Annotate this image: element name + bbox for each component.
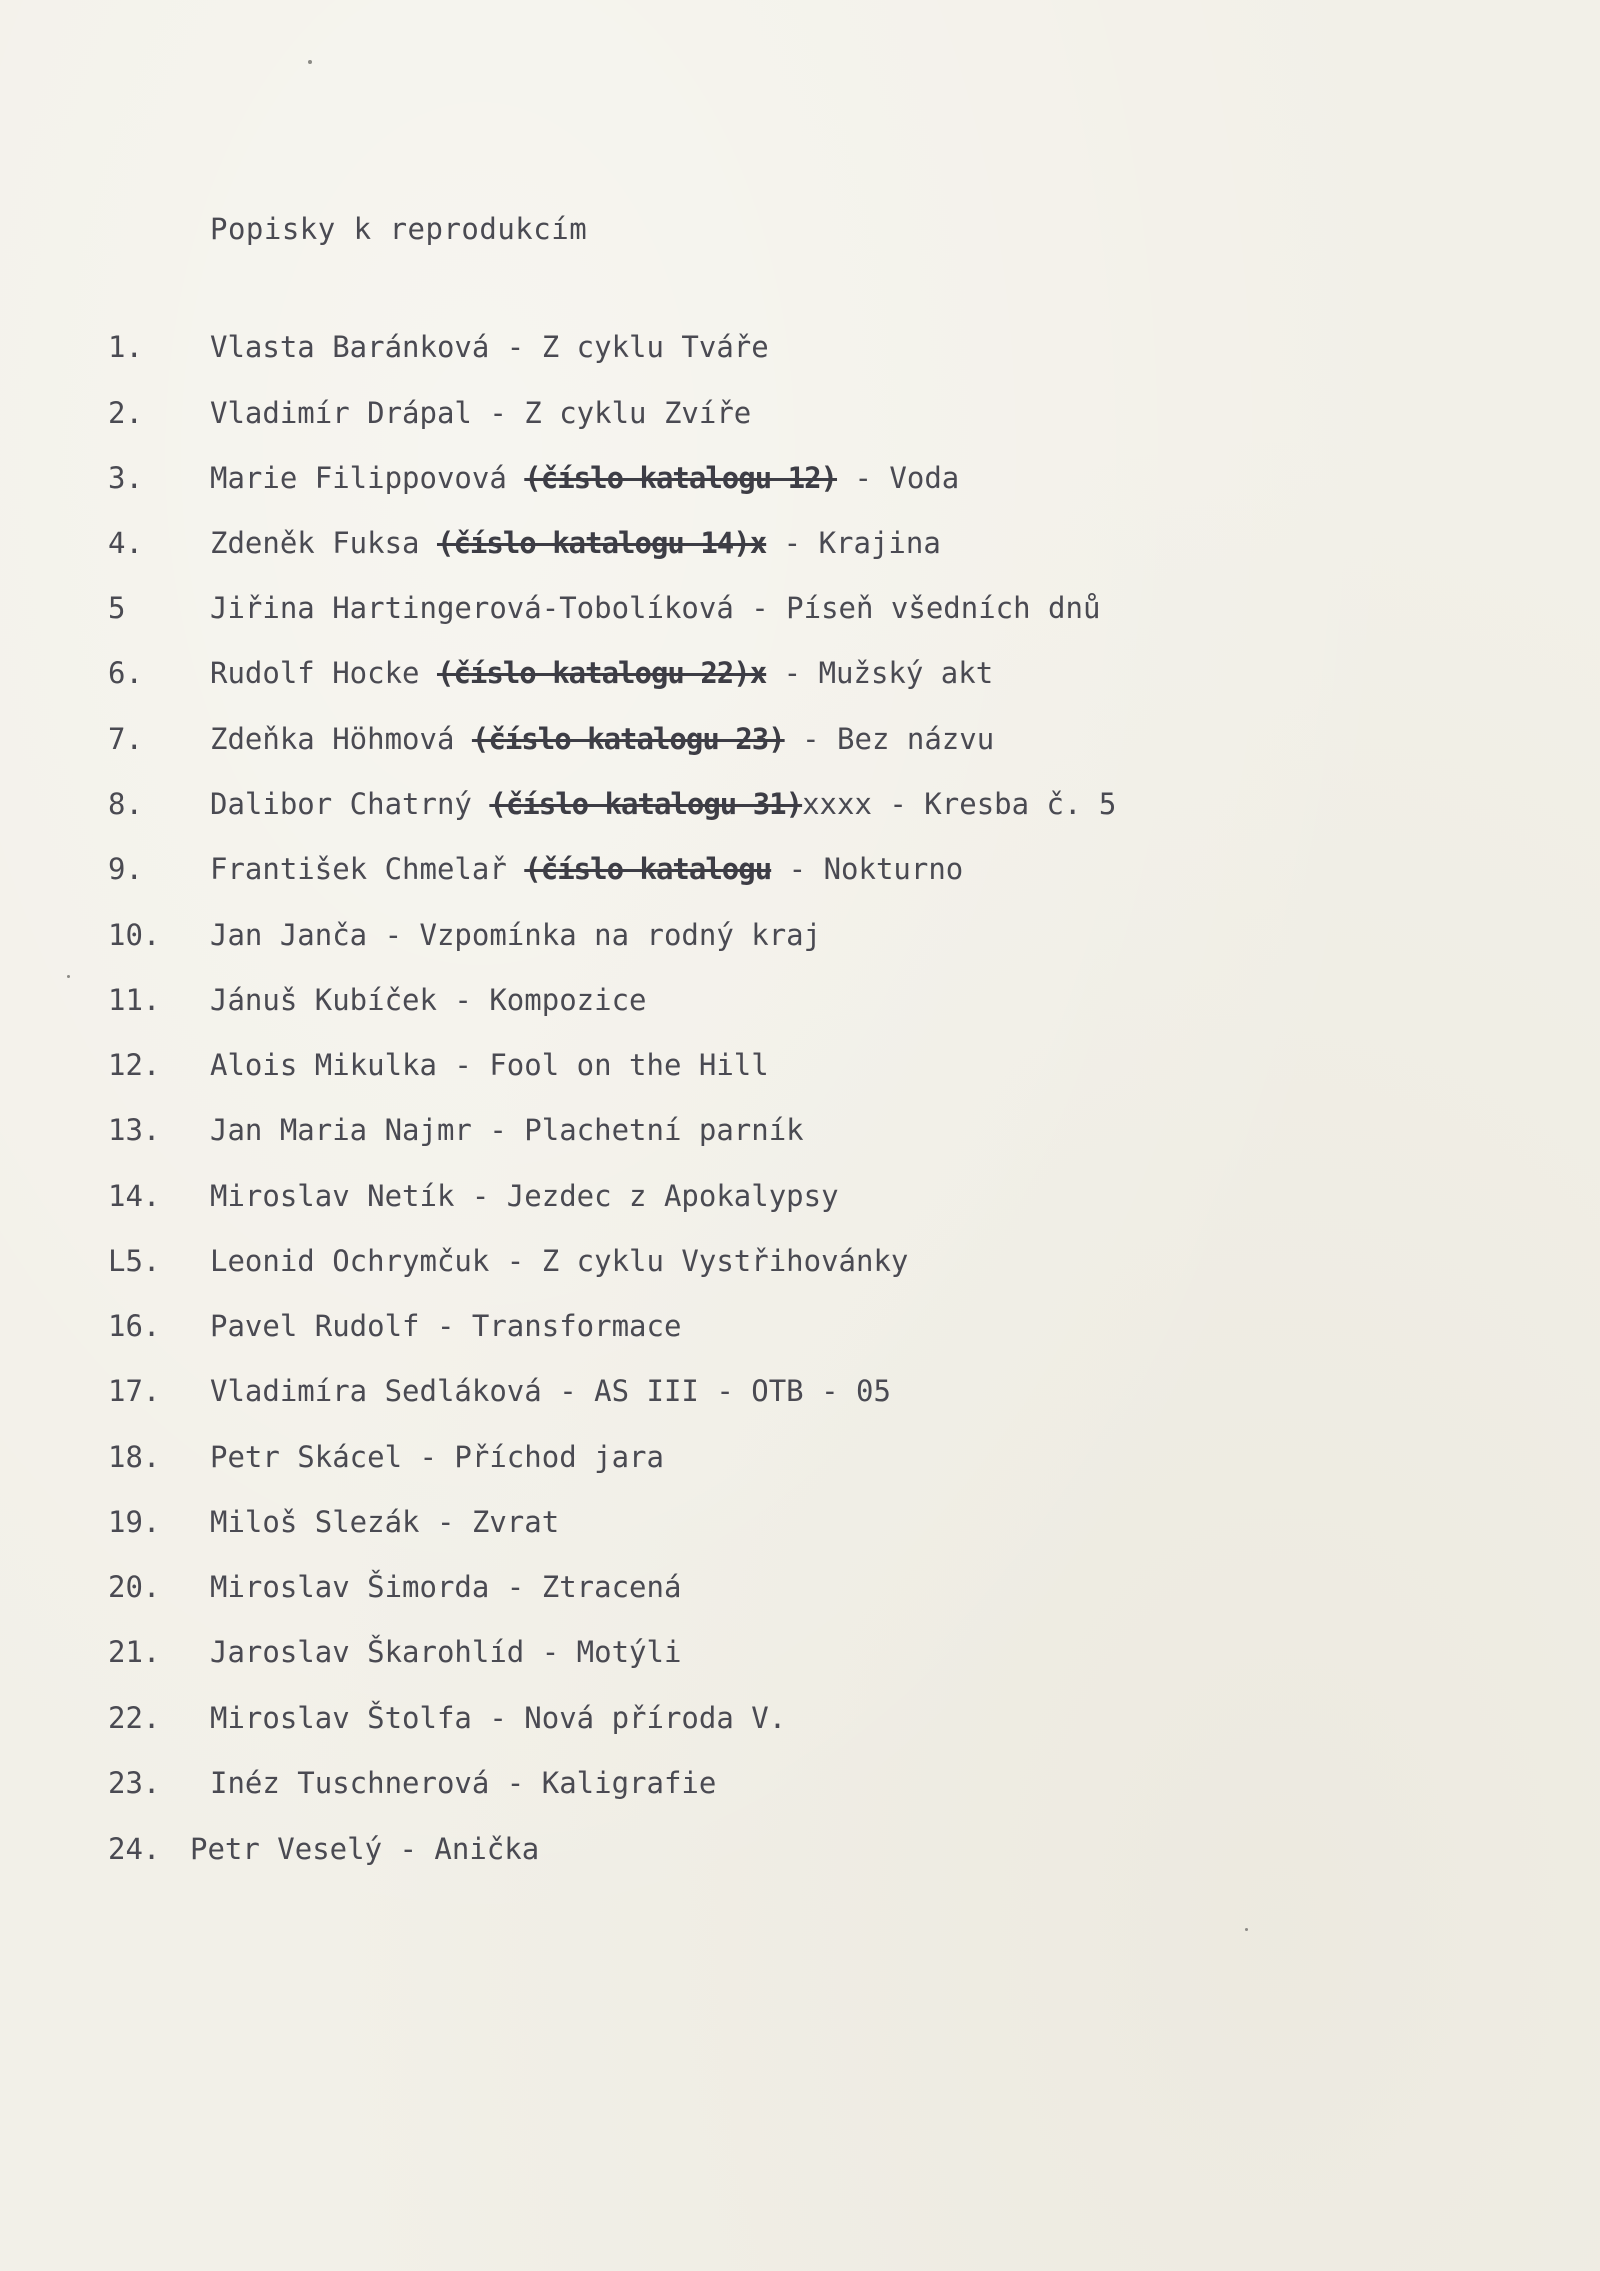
item-number: 6. — [108, 656, 143, 690]
item-text — [210, 784, 1116, 824]
item-text: Miroslav Štolfa - Nová příroda V. — [210, 1701, 787, 1735]
item-number: 8. — [108, 787, 143, 821]
item-number: 2. — [108, 396, 143, 430]
item-title: - Bez názvu — [784, 722, 995, 756]
struck-text: (číslo katalogu 31) — [489, 787, 803, 821]
item-author: Dalibor Chatrný — [210, 787, 490, 821]
item-text: Inéz Tuschnerová - Kaligrafie — [210, 1766, 717, 1800]
item-number: 7. — [108, 722, 143, 756]
item-title: - Nokturno — [771, 852, 964, 886]
item-text: Petr Skácel - Příchod jara — [210, 1440, 664, 1474]
item-number: 10. — [108, 918, 161, 952]
item-text — [210, 719, 994, 759]
item-title: - Voda — [837, 461, 960, 495]
paper-speck — [1245, 1928, 1248, 1931]
item-text: Miroslav Netík - Jezdec z Apokalypsy — [210, 1179, 839, 1213]
item-number: 22. — [108, 1701, 161, 1735]
item-text — [210, 849, 963, 889]
item-text: Miloš Slezák - Zvrat — [210, 1505, 560, 1539]
item-text: Vladimír Drápal - Z cyklu Zvíře — [210, 396, 752, 430]
item-number: 5 — [108, 591, 126, 625]
item-number: 18. — [108, 1440, 161, 1474]
item-author: František Chmelař — [210, 852, 525, 886]
item-number: 1. — [108, 330, 143, 364]
item-title: - Mužský akt — [766, 656, 994, 690]
item-number: 24. — [108, 1832, 161, 1866]
struck-text: (číslo katalogu 22)x — [436, 656, 767, 690]
item-text: Jan Janča - Vzpomínka na rodný kraj — [210, 918, 822, 952]
item-text: Miroslav Šimorda - Ztracená — [210, 1570, 682, 1604]
item-text: Pavel Rudolf - Transformace — [210, 1309, 682, 1343]
item-number: 4. — [108, 526, 143, 560]
item-number: L5. — [108, 1244, 161, 1278]
struck-text: (číslo katalogu 23) — [471, 722, 785, 756]
item-author: Marie Filippovová — [210, 461, 525, 495]
item-number: 13. — [108, 1113, 161, 1147]
item-text: Petr Veselý - Anička — [190, 1832, 540, 1866]
item-text: Alois Mikulka - Fool on the Hill — [210, 1048, 769, 1082]
item-number: 19. — [108, 1505, 161, 1539]
item-text: Leonid Ochrymčuk - Z cyklu Vystřihovánky — [210, 1244, 909, 1278]
paper-speck — [308, 60, 312, 64]
item-text — [210, 458, 959, 498]
item-author: Rudolf Hocke — [210, 656, 437, 690]
item-title: - Krajina — [766, 526, 941, 560]
item-number: 12. — [108, 1048, 161, 1082]
page-title: Popisky k reprodukcím — [210, 212, 588, 246]
struck-text: (číslo katalogu — [524, 852, 772, 886]
item-number: 17. — [108, 1374, 161, 1408]
item-author: Zdeňka Höhmová — [210, 722, 472, 756]
item-number: 9. — [108, 852, 143, 886]
item-number: 11. — [108, 983, 161, 1017]
item-number: 14. — [108, 1179, 161, 1213]
struck-text: (číslo katalogu 14)x — [436, 526, 767, 560]
item-title: xxxx - Kresba č. 5 — [802, 787, 1117, 821]
paper-speck — [67, 975, 70, 978]
item-text: Jiřina Hartingerová-Tobolíková - Píseň všedních dnů — [210, 591, 1101, 625]
item-number: 20. — [108, 1570, 161, 1604]
struck-text: (číslo katalogu 12) — [524, 461, 838, 495]
item-number: 3. — [108, 461, 143, 495]
item-text: Jaroslav Škarohlíd - Motýli — [210, 1635, 682, 1669]
item-number: 16. — [108, 1309, 161, 1343]
item-text: Jan Maria Najmr - Plachetní parník — [210, 1113, 804, 1147]
item-number: 23. — [108, 1766, 161, 1800]
item-text — [210, 653, 993, 693]
item-text — [210, 523, 941, 563]
item-text: Vladimíra Sedláková - AS III - OTB - 05 — [210, 1374, 891, 1408]
item-text: Vlasta Baránková - Z cyklu Tváře — [210, 330, 769, 364]
item-number: 21. — [108, 1635, 161, 1669]
item-author: Zdeněk Fuksa — [210, 526, 437, 560]
item-text: Jánuš Kubíček - Kompozice — [210, 983, 647, 1017]
